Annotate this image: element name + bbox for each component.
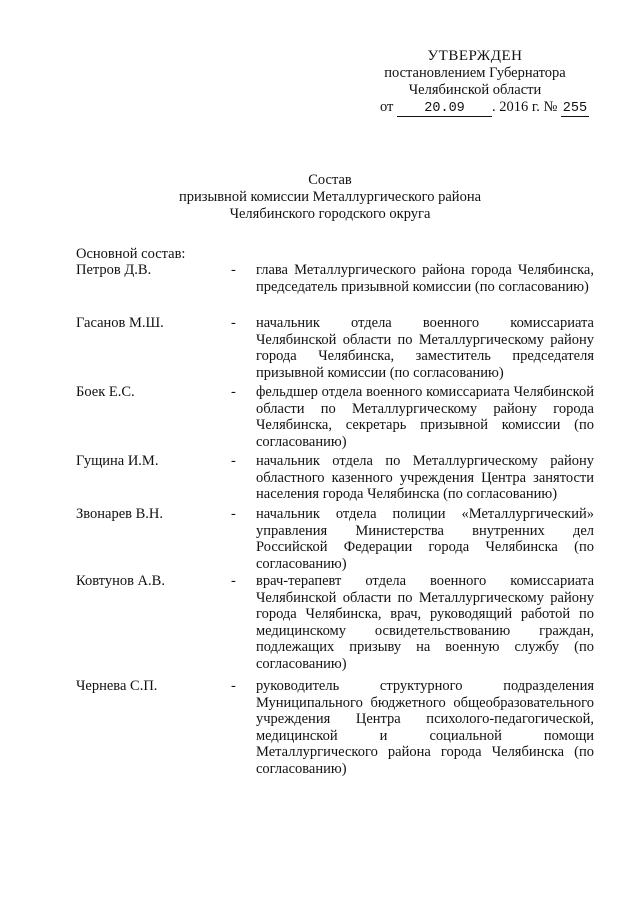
member-name: Петров Д.В. (76, 262, 152, 278)
member-name: Ковтунов А.В. (76, 573, 165, 589)
date-prefix: от (380, 99, 394, 115)
member-name: Звонарев В.Н. (76, 506, 164, 522)
member-name: Гущина И.М. (76, 453, 159, 469)
date-value: 20.09 (397, 101, 492, 117)
member-name: Чернева С.П. (76, 678, 158, 694)
approval-line-1: постановлением Губернатора (384, 65, 566, 81)
member-name: Боек Е.С. (76, 384, 135, 400)
title-line-2: призывной комиссии Металлургического района (178, 189, 482, 205)
year-text: . 2016 г. № (492, 99, 558, 115)
member-position: начальник отдела полиции «Металлургический» управления Министерства внутренних дел Российской Федерации города Челябинска (по согласованию) (256, 506, 594, 572)
section-label: Основной состав: (76, 246, 186, 262)
decree-number: 255 (562, 101, 588, 116)
member-dash: - (231, 573, 236, 589)
title-line-3: Челябинского городского округа (229, 206, 431, 222)
member-dash: - (231, 384, 236, 400)
member-dash: - (231, 453, 236, 469)
title-line-1: Состав (308, 172, 352, 188)
member-dash: - (231, 506, 236, 522)
member-position: начальник отдела по Металлургическому району областного казенного учреждения Центра занятости населения города Челябинска (по согласованию) (256, 453, 594, 503)
approval-heading: УТВЕРЖДЕН (427, 48, 523, 64)
approval-line-2: Челябинской области (408, 82, 542, 98)
member-name: Гасанов М.Ш. (76, 315, 164, 331)
member-position: врач-терапевт отдела военного комиссариата Челябинской области по Металлургическому району города Челябинска, врач, руководящий работой по медицинскому освидетельствованию граждан, подлежащих призыву на военную службу (по согласованию) (256, 573, 594, 672)
member-dash: - (231, 262, 236, 278)
member-position: начальник отдела военного комиссариата Челябинской области по Металлургическому району города Челябинска, заместитель председателя призывной комиссии (по согласованию) (256, 315, 594, 381)
member-position: руководитель структурного подразделения Муниципального бюджетного общеобразовательного учреждения Центра психолого-педагогической, медицинской и социальной помощи Металлургического района города Челябинска (по согласованию) (256, 678, 594, 777)
member-position: фельдшер отдела военного комиссариата Челябинской области по Металлургическому району города Челябинска, секретарь призывной комиссии (по согласованию) (256, 384, 594, 450)
member-dash: - (231, 315, 236, 331)
member-position: глава Металлургического района города Челябинска, председатель призывной комиссии (по согласованию) (256, 262, 594, 295)
member-dash: - (231, 678, 236, 694)
